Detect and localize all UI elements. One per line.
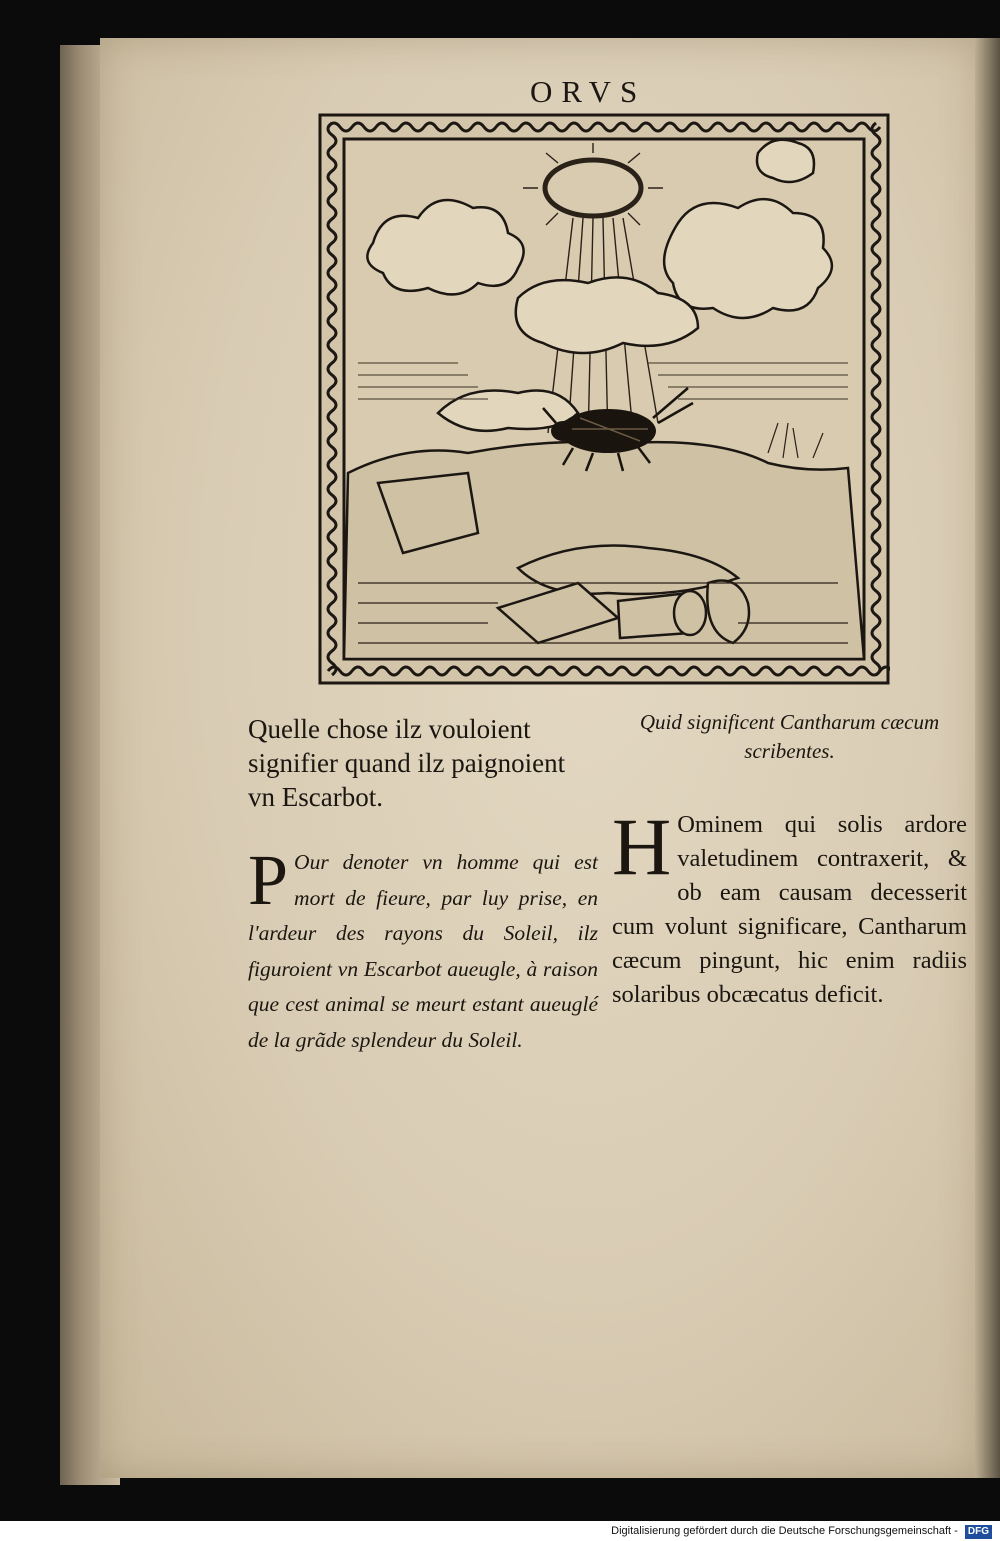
latin-heading: Quid significent Cantharum cæcum scribentes. bbox=[639, 710, 940, 763]
beetle-sun-woodcut-icon bbox=[318, 113, 890, 685]
latin-body: Ominem qui solis ardore valetudinem contraxerit, & ob eam causam decesserit cum volunt significare, Cantharum cæcum pingunt, hic enim radiis solaribus obcæcatus deficit. bbox=[612, 811, 967, 1008]
french-dropcap: P bbox=[248, 840, 289, 920]
french-paragraph bbox=[248, 840, 598, 1058]
running-head: ORVS bbox=[530, 74, 647, 109]
french-heading: Quelle chose ilz vouloient signifier quand ilz paignoient vn Escarbot. bbox=[248, 714, 566, 812]
gutter-shadow bbox=[975, 38, 1000, 1478]
digitization-footer bbox=[0, 1521, 1000, 1541]
dfg-logo: DFG bbox=[965, 1525, 992, 1539]
footer-credit: Digitalisierung gefördert durch die Deutsche Forschungsgemeinschaft - bbox=[611, 1525, 958, 1537]
french-body: Our denoter vn homme qui est mort de fieure, par luy prise, en l'ardeur des rayons du Soleil, ilz figuroient vn Escarbot aueugle, à raison que cest animal se meurt estant aueuglé de la grãde splendeur du Soleil. bbox=[248, 850, 598, 1052]
latin-dropcap: H bbox=[612, 801, 672, 892]
latin-paragraph bbox=[612, 801, 967, 1012]
